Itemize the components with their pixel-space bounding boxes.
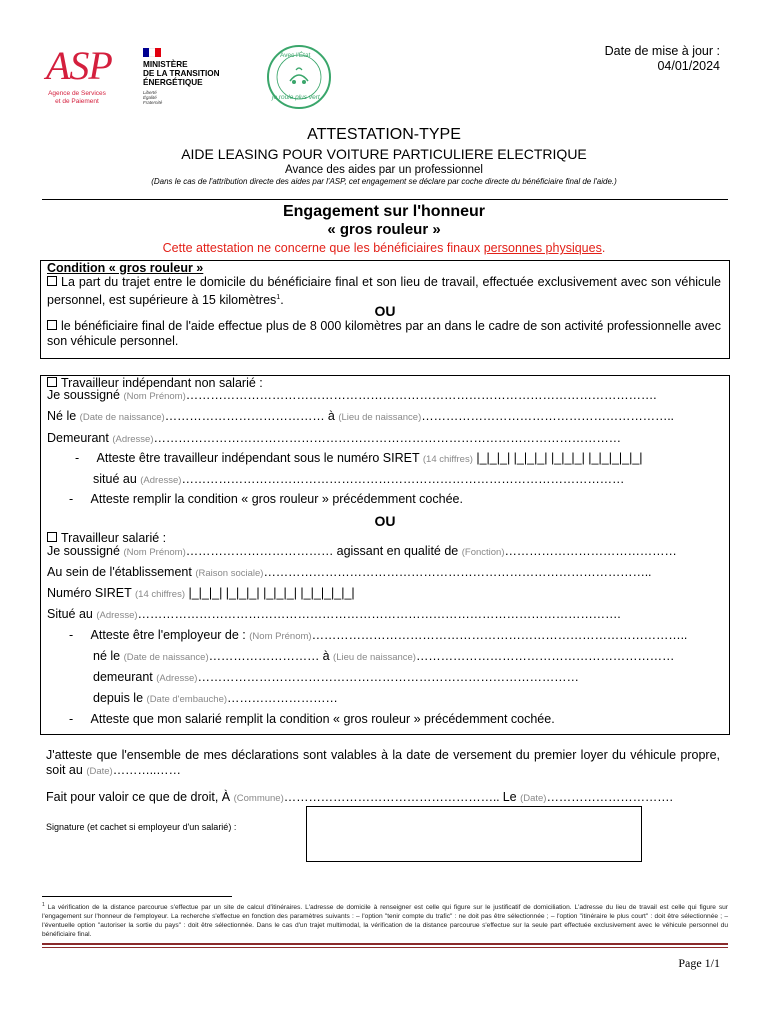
ind-demeurant-row[interactable]: Demeurant (Adresse)……………………………………………………………………………………………………: [47, 431, 621, 445]
sal-je-soussigne-label: Je soussigné: [47, 544, 120, 558]
identity-box: [40, 375, 730, 735]
sal-siret-row[interactable]: [47, 586, 355, 602]
ind-siret-hint: (14 chiffres): [422, 454, 473, 465]
sal-etablissement-row[interactable]: Au sein de l'établissement (Raison sociale)…………………………………………………………………………………..: [47, 565, 652, 579]
independant-checkbox[interactable]: [47, 377, 57, 387]
condition-box: [40, 260, 730, 359]
asp-note: (Dans le cas de l'attribution directe des aides par l'ASP, cet engagement se déclare par coche directe du bénéficiaire final de l'aide.): [151, 177, 617, 186]
sal-adresse-hint: (Adresse): [96, 610, 138, 621]
update-date: 04/01/2024: [657, 59, 720, 73]
sal-ne-le-label: né le: [93, 649, 121, 663]
sal-demeurant-row[interactable]: demeurant (Adresse)…………………………………………………………………………………: [93, 670, 579, 684]
ind-situe-label: situé au: [93, 472, 137, 486]
sal-condition-row: - Atteste que mon salarié remplit la condition « gros rouleur » précédemment cochée.: [69, 712, 555, 726]
ministry-name-3: ÉNERGÉTIQUE: [143, 78, 203, 87]
le-label: Le: [502, 790, 517, 804]
fait-label: Fait pour valoir ce que de droit, À: [46, 790, 231, 804]
sal-je-soussigne-row[interactable]: Je soussigné (Nom Prénom)……………………………… agissant en qualité de (Fonction)……………………………………: [47, 544, 677, 558]
update-label: Date de mise à jour :: [604, 44, 720, 58]
sal-depuis-row[interactable]: depuis le (Date d'embauche)………………………: [93, 691, 338, 705]
declaration-text[interactable]: J'atteste que l'ensemble de mes déclarations sont valables à la date de versement du premier loyer du véhicule propre, soit au (Date)………..……: [46, 748, 720, 777]
attestation-title: ATTESTATION-TYPE: [307, 126, 461, 143]
ind-siret-boxes: |_|_|_| |_|_|_| |_|_|_| |_|_|_|_|_|: [476, 451, 643, 465]
footnote: [42, 901, 728, 939]
condition-title: Condition « gros rouleur »: [47, 261, 204, 275]
motto-2: Égalité: [143, 95, 157, 100]
ind-situe-hint: (Adresse): [140, 475, 182, 486]
ind-ne-le-row[interactable]: Né le (Date de naissance)………………………………… à (Lieu de naissance)……………………………………………………..: [47, 409, 674, 423]
condition-option1-end: .: [280, 293, 284, 308]
sal-employeur-row[interactable]: - Atteste être l'employeur de : (Nom Prénom)………………………………………………………………………………..: [69, 628, 688, 642]
sal-agissant-label: agissant en qualité de: [336, 544, 459, 558]
update-date-block: [605, 44, 720, 74]
ind-demeurant-label: Demeurant: [47, 431, 109, 445]
sal-lieu-hint: (Lieu de naissance): [333, 652, 416, 663]
sal-embauche-hint: (Date d'embauche): [146, 694, 228, 705]
footnote-number: 1: [42, 902, 45, 908]
sal-situe-label: Situé au: [47, 607, 93, 621]
avance-subtitle: Avance des aides par un professionnel: [285, 164, 483, 176]
condition-option2-text: le bénéficiaire final de l'aide effectue plus de 8 000 kilomètres par an dans le cadre de son activité professionnelle avec son véhicule personnel.: [47, 319, 721, 348]
sal-a-label: à: [322, 649, 330, 663]
page-number: Page 1/1: [678, 956, 720, 970]
sal-employeur-label: Atteste être l'employeur de :: [90, 628, 246, 642]
identity-ou: OU: [374, 513, 396, 529]
motto-1: Liberté: [143, 90, 157, 95]
sal-raison-hint: (Raison sociale): [195, 568, 264, 579]
asp-logo-word: ASP: [46, 43, 112, 88]
sal-condition-text: Atteste que mon salarié remplit la condition « gros rouleur » précédemment cochée.: [90, 712, 555, 726]
sal-siret-label: Numéro SIRET: [47, 586, 132, 600]
sal-employe-nom-hint: (Nom Prénom): [249, 631, 312, 642]
aide-title: AIDE LEASING POUR VOITURE PARTICULIERE ELECTRIQUE: [181, 146, 587, 162]
date2-hint: (Date): [520, 793, 547, 804]
ind-situe-row[interactable]: situé au (Adresse)………………………………………………………………………………………………: [93, 472, 625, 486]
sal-demeurant-hint: (Adresse): [156, 673, 198, 684]
gros-rouleur-title: « gros rouleur »: [327, 221, 441, 238]
ind-siret-row[interactable]: - Atteste être travailleur indépendant sous le numéro SIRET (14 chiffres) |_|_|_| |_|_|_| |_|_|_| |_|_|_|_|_|: [75, 451, 643, 465]
sal-fonction-hint: (Fonction): [461, 547, 505, 558]
independant-title: Travailleur indépendant non salarié :: [61, 376, 263, 390]
warning-text: [0, 241, 768, 255]
ind-nom-hint: (Nom Prénom): [123, 391, 186, 402]
ministry-logo: [143, 48, 243, 108]
condition-option2: [47, 319, 721, 349]
asp-logo: [46, 43, 116, 114]
salarie-title: Travailleur salarié :: [61, 531, 167, 545]
signature-box[interactable]: [306, 806, 642, 862]
commune-hint: (Commune): [233, 793, 284, 804]
sal-nom-hint: (Nom Prénom): [123, 547, 186, 558]
ind-condition-row: - Atteste remplir la condition « gros rouleur » précédemment cochée.: [69, 492, 463, 506]
ind-lieu-hint: (Lieu de naissance): [338, 412, 422, 423]
motto-3: Fraternité: [143, 100, 163, 105]
sal-ne-le-row[interactable]: né le (Date de naissance)……………………… à (Lieu de naissance)………………………………………………………: [93, 649, 675, 663]
warning-prefix: Cette attestation ne concerne que les bénéficiaires finaux: [162, 241, 484, 255]
sal-siret-hint: (14 chiffres): [135, 589, 185, 600]
condition-option1-text: La part du trajet entre le domicile du bénéficiaire final et son lieu de travail, effectuée exclusivement avec son véhicule personnel, est supérieure à 15 kilomètres: [47, 275, 721, 308]
sal-au-sein-label: Au sein de l'établissement: [47, 565, 192, 579]
ind-date-hint: (Date de naissance): [79, 412, 165, 423]
french-flag-icon: [143, 48, 161, 57]
footer-rule-thin: [42, 947, 728, 948]
signature-label: Signature (et cachet si employeur d'un salarié) :: [46, 822, 237, 832]
sal-situe-row[interactable]: Situé au (Adresse)……………………………………………………………………………………………………….: [47, 607, 621, 621]
etat-badge-top: Avec l'État: [280, 52, 311, 59]
etat-badge-bottom: je roule plus vert: [272, 94, 320, 101]
footnote-text: La vérification de la distance parcourue s'effectue par un site de calcul d'itinéraires. L'adresse de domicile à renseigner est celle qui figure sur le justificatif de domiciliation. L'adresse du lieu de travail est celle qui figure sur l'engagement sur l'honneur de l'employeur. La recherche s'effectue en fonction des paramètres suivants : – l'option "tenir compte du trafic" : ne doit pas être sélectionnée ; – l'option "itinéraire le plus court" : doit être sélectionnée ; – l'éventuelle option "autoriser la sortie du pays" : doit être sélectionnée. Dans le cas d'un trajet multimodal, la vérification de la distance parcourue s'effectue sur la seule part effectuée exclusivement avec le véhicule personnel du bénéficiaire final.: [42, 904, 728, 939]
footnote-divider: [42, 896, 232, 897]
engagement-title: Engagement sur l'honneur: [282, 203, 486, 220]
ind-condition-text: Atteste remplir la condition « gros rouleur » précédemment cochée.: [90, 492, 463, 506]
footer-rule-thick: [42, 943, 728, 945]
warning-suffix: .: [601, 241, 606, 255]
footnote-ref: 1: [276, 294, 281, 301]
asp-logo-subtitle: Agence de Services et de Paiement: [48, 90, 106, 105]
sal-depuis-label: depuis le: [93, 691, 144, 705]
salarie-checkbox[interactable]: [47, 532, 57, 542]
sal-siret-boxes: |_|_|_| |_|_|_| |_|_|_| |_|_|_|_|_|: [188, 586, 355, 600]
declaration-body: J'atteste que l'ensemble de mes déclarations sont valables à la date de versement du premier loyer du véhicule propre, soit au: [46, 748, 720, 777]
ind-adresse-hint: (Adresse): [112, 434, 154, 445]
condition-option2-checkbox[interactable]: [47, 320, 57, 330]
sal-date-hint: (Date de naissance): [123, 652, 209, 663]
ind-ne-le-label: Né le: [47, 409, 77, 423]
title-divider: [42, 199, 728, 200]
ind-a-label: à: [327, 409, 335, 423]
etat-badge-logo: [266, 44, 332, 110]
ind-je-soussigne-row[interactable]: Je soussigné (Nom Prénom)…………………………………………………………………………………………………….: [47, 388, 657, 402]
declaration-date-hint: (Date): [86, 766, 113, 777]
fait-row[interactable]: Fait pour valoir ce que de droit, À (Commune)…………………………………………….. Le (Date)………………………….: [46, 790, 673, 804]
ind-je-soussigne-label: Je soussigné: [47, 388, 120, 402]
condition-option1-checkbox[interactable]: [47, 276, 57, 286]
ministry-name-2: DE LA TRANSITION: [143, 69, 220, 78]
ind-siret-label: Atteste être travailleur indépendant sous le numéro SIRET: [96, 451, 420, 465]
condition-ou: OU: [374, 303, 396, 319]
ministry-name-1: MINISTÈRE: [143, 60, 188, 69]
sal-demeurant-label: demeurant: [93, 670, 153, 684]
warning-underlined: personnes physiques: [483, 241, 602, 255]
